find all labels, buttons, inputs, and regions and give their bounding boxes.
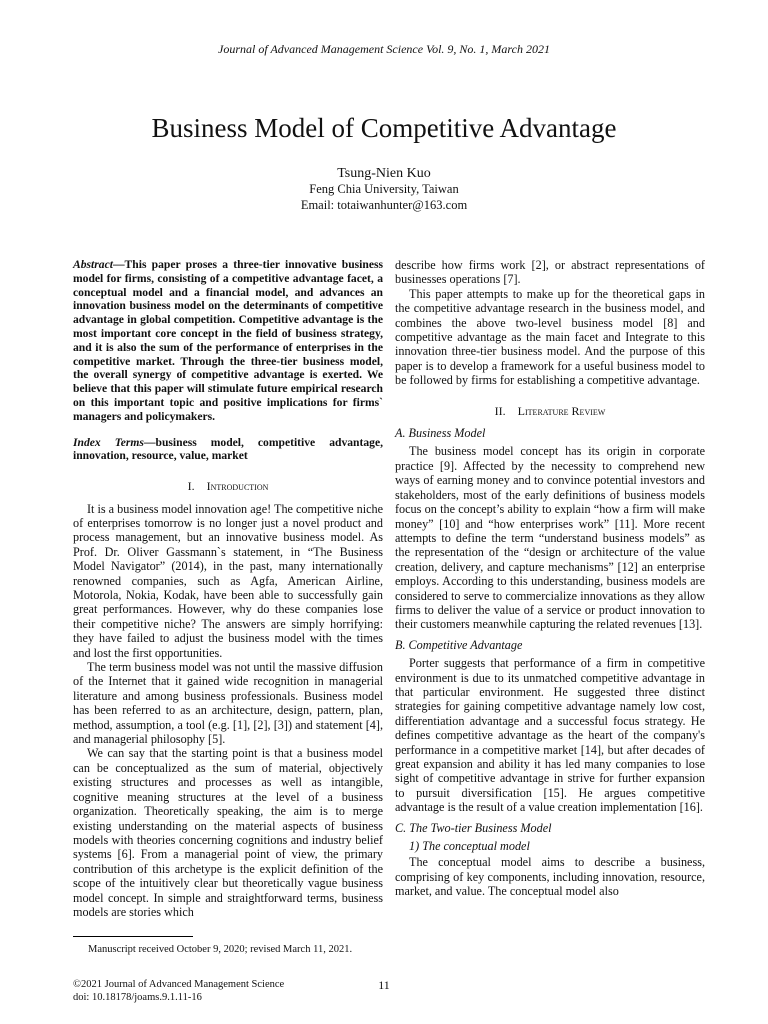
business-model-paragraph: The business model concept has its origin in corporate practice [9]. Affected by the necessity to comprehend new ways of earning money and to convince potential investors and stakeholders, most of the early definitions of business models focus on the concept’s ability to explain “how a firm will make money” [10] and “how enterprises work” [11]. More recent attempts to define the term “understand business models” as the representation of the “design or architecture of the value creation, delivery, and capture mechanisms” [12] an enterprise employs. According to this understanding, business models are considered to serve to commercialize innovations as they allow firms to deliver the value of a service or product innovation to their customers meanwhile capturing the related revenues [13]. bbox=[395, 444, 705, 632]
journal-header: Journal of Advanced Management Science Vol. 9, No. 1, March 2021 bbox=[218, 42, 550, 56]
intro-paragraph-1: It is a business model innovation age! The competitive niche of enterprises tomorrow is no longer just a novel product and process management, but an innovative business model. As Prof. Dr. Oliver Gassmann`s statement, in “The Business Model Navigator” (2014), in the past, many internationally renowned companies, such as Agfa, American Airline, Motorola, Nokia, Kodak, have been able to successfully gain great performances. However, why do these companies lose their competitive niche? The answers are simply horrifying: they have failed to adjust the business model with the times and lost the first opportunities. bbox=[73, 501, 383, 660]
section-heading-literature-review bbox=[395, 404, 705, 418]
copyright-line: ©2021 Journal of Advanced Management Science bbox=[73, 979, 285, 990]
subsection-heading-competitive-advantage: B. Competitive Advantage bbox=[395, 637, 523, 652]
section-number: I. bbox=[187, 479, 195, 494]
competitive-advantage-paragraph: Porter suggests that performance of a firm in competitive environment is due to its unmatched competitive advantage in that particular environment. He suggested three distinct strategies for gaining competitive advantage namely low cost, differentiation advantage and a successful focus strategy. He defines competitive advantage as the heart of the company's performance in a competitive market [14], but after decades of great expansion and ability it has led many companies to lose sight of competitive advantage in strive for further expansion to pursuit diversification [15]. He argues competitive advantage is the result of a value creation implementation [16]. bbox=[395, 656, 705, 815]
doi-line: doi: 10.18178/joams.9.1.11-16 bbox=[73, 992, 202, 1003]
intro-paragraph-3: We can say that the starting point is that a business model can be conceptualized as the sum of material, objectively existing structures and processes as well as intangible, cognitive meaning structures at the level of a business organization. Theoretically speaking, the aim is to merge existing understanding on the material aspects of business models with theories concerning cognitions and industry belief systems [6]. From a managerial point of view, the primary contribution of this archetype is the explicit definition of the scope of the intuitively clear but theoretically vague business model concept. In simple and straightforward terms, business models are stories which bbox=[73, 746, 383, 919]
conceptual-model-paragraph: The conceptual model aims to describe a business, comprising of key components, including innovation, resource, market, and value. The conceptual model also bbox=[395, 855, 705, 899]
paper-title: Business Model of Competitive Advantage bbox=[151, 113, 617, 143]
section-heading-introduction bbox=[73, 479, 383, 493]
section-title: Literature Review bbox=[517, 403, 606, 418]
abstract bbox=[73, 258, 383, 424]
page-number: 11 bbox=[378, 978, 390, 992]
section-number: II. bbox=[494, 403, 506, 418]
abstract-label: Abstract bbox=[73, 258, 113, 271]
section-title: Introduction bbox=[206, 479, 269, 494]
footnote: Manuscript received October 9, 2020; revised March 11, 2021. bbox=[88, 944, 353, 955]
index-label: Index Terms bbox=[73, 435, 144, 449]
abstract-text: —This paper proses a three-tier innovative business model for firms, consisting of a competitive advantage facet, a conceptual model and a financial model, and advances an innovation business model on the determinants of competitive advantage in global competition. Competitive advantage is the most important core concept in the field of business strategy, and it is also the sum of the performance of enterprises in the competitive market. Through the three-tier business model, the overall synergy of competitive advantage is exerted. We believe that this paper will stimulate future empirical research on this important topic and positive implications for firms` managers and policymakers. bbox=[73, 258, 383, 423]
intro-paragraph-4: This paper attempts to make up for the theoretical gaps in the competitive advantage research in the business model, and combines the above two-level business model [8] and competitive advantage as the main facet and Integrate to this innovation three-tier business model. And the purpose of this paper is to develop a framework for a useful business model to be followed by firms for establishing a competitive advantage. bbox=[395, 286, 705, 388]
footnote-divider bbox=[73, 936, 193, 937]
author-affiliation: Feng Chia University, Taiwan bbox=[309, 182, 459, 196]
subsubsection-heading-conceptual-model: 1) The conceptual model bbox=[409, 839, 530, 854]
author-email: Email: totaiwanhunter@163.com bbox=[300, 198, 468, 212]
intro-paragraph-continued: describe how firms work [2], or abstract representations of businesses operations [7]. bbox=[395, 258, 705, 287]
index-text: —business model, competitive advantage, innovation, resource, value, market bbox=[73, 435, 383, 463]
left-column bbox=[73, 258, 383, 919]
subsection-heading-two-tier: C. The Two-tier Business Model bbox=[395, 820, 552, 835]
right-column bbox=[395, 258, 705, 899]
intro-paragraph-2: The term business model was not until the massive diffusion of the Internet that it gained wide recognition in managerial literature and among business professionals. Business model has been referred to as an architecture, design, pattern, plan, method, assumption, a tool (e.g. [1], [2], [3]) and statement [4], and managerial philosophy [5]. bbox=[73, 660, 383, 747]
author-name: Tsung-Nien Kuo bbox=[337, 166, 431, 181]
index-terms bbox=[73, 436, 383, 464]
subsection-heading-business-model: A. Business Model bbox=[395, 426, 486, 441]
